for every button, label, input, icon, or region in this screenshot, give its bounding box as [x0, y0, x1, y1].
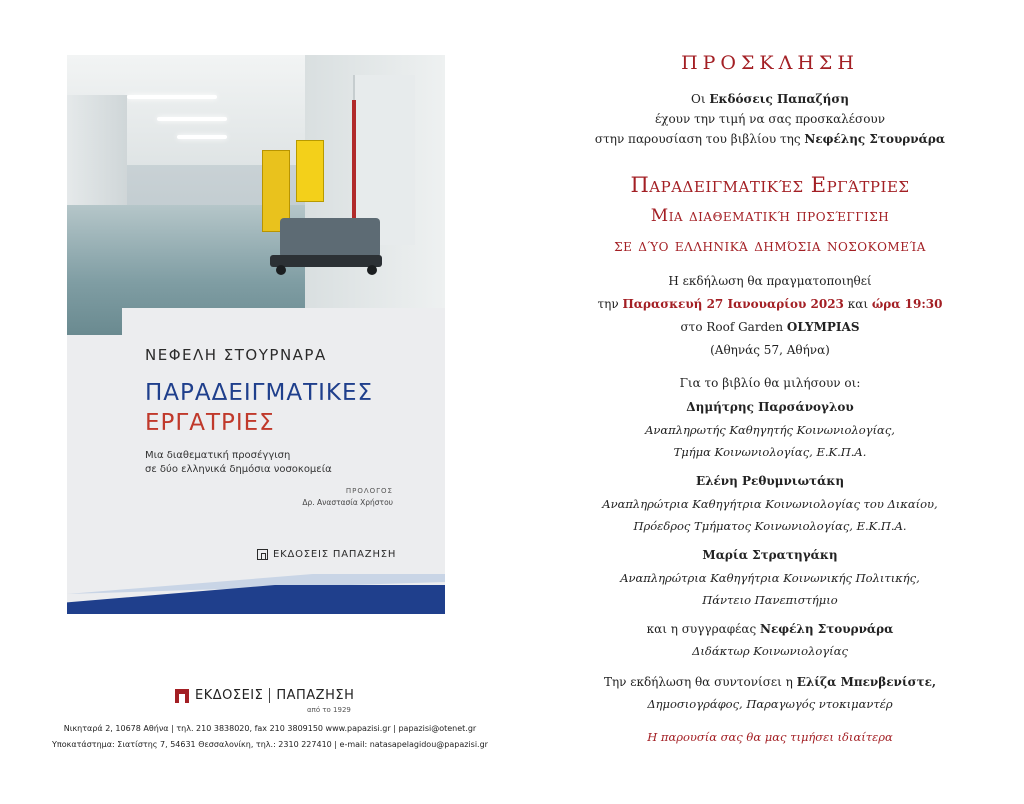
book-subtitle-line2: σε δύο ελληνικά δημόσια νοσοκομεία [614, 236, 926, 256]
cover-publisher-name: ΕΚΔΟΣΕΙΣ ΠΑΠΑΖΗΣΗ [273, 549, 397, 560]
ceiling-light [127, 95, 217, 99]
cover-author: ΝΕΦΕΛΗ ΣΤΟΥΡΝΑΡΑ [145, 346, 327, 364]
event-venue: OLYMPIAS [786, 320, 860, 334]
publisher-name: Εκδόσεις Παπαζήση [709, 92, 849, 106]
event-line1: Η εκδήλωση θα πραγματοποιηθεί [668, 274, 872, 288]
cover-title-line1: ΠΑΡΑΔΕΙΓΜΑΤΙΚΕΣ [145, 380, 374, 406]
cart-wheel [367, 265, 377, 275]
speaker2-name: Ελένη Ρεθυμνιωτάκη [695, 474, 845, 488]
event-time: ώρα 19:30 [871, 297, 943, 311]
speaker3-name: Μαρία Στρατηγάκη [702, 548, 838, 562]
cart-base [270, 255, 382, 267]
publisher-logo-icon [257, 549, 268, 560]
invitation-heading: ΠΡΟΣΚΛΗΣΗ [681, 52, 859, 74]
event-date: Παρασκευή 27 Ιανουαρίου 2023 [622, 297, 844, 311]
speaker1-role2: Τμήμα Κοινωνιολογίας, Ε.Κ.Π.Α. [673, 445, 867, 459]
intro-text: Οι [691, 92, 710, 106]
book-title: Παραδειγματικές Εργάτριες [630, 173, 910, 197]
moderator-name: Ελίζα Μπενβενίστε, [796, 675, 937, 689]
cover-title-line2: ΕΡΓΑΤΡΙΕΣ [145, 410, 275, 436]
moderator-line [540, 675, 1000, 689]
speaker3-role1: Αναπληρώτρια Καθηγήτρια Κοινωνικής Πολιτικής, [620, 571, 920, 585]
cover-prologue-name: Δρ. Αναστασία Χρήστου [302, 498, 393, 507]
cover-subtitle-line2: σε δύο ελληνικά δημόσια νοσοκομεία [145, 464, 332, 475]
intro-line1 [540, 92, 1000, 106]
cart-wheel [276, 265, 286, 275]
cart-handle [352, 100, 356, 220]
publisher-address-branch: Υποκατάστημα: Σιατίστης 7, 54631 Θεσσαλονίκη, τηλ.: 2310 227410 | e-mail: natasapelagidou@papazisi.gr [52, 740, 488, 749]
author-name: Νεφέλη Στουρνάρα [759, 622, 894, 636]
speaker1-name: Δημήτρης Παρσάνογλου [686, 400, 854, 414]
intro-line3 [540, 132, 1000, 146]
book-subtitle-line1: Μια διαθεματική προσέγγιση [650, 206, 890, 226]
publisher-logo [175, 688, 354, 703]
moderator-role: Δημοσιογράφος, Παραγωγός ντοκιμαντέρ [647, 697, 893, 711]
cover-subtitle-line1: Μια διαθεματική προσέγγιση [145, 450, 291, 461]
speakers-intro: Για το βιβλίο θα μιλήσουν οι: [679, 376, 861, 390]
ceiling-light [157, 117, 227, 121]
intro-line2: έχουν την τιμή να σας προσκαλέσουν [654, 112, 886, 126]
publisher-logo-icon [175, 689, 189, 703]
cover-prologue-label: ΠΡΟΛΟΓΟΣ [345, 487, 393, 495]
speaker2-role1: Αναπληρώτρια Καθηγήτρια Κοινωνιολογίας του Δικαίου, [602, 497, 938, 511]
event-text: και [843, 297, 872, 311]
publisher-logo-text: ΕΚΔΟΣΕΙΣ [195, 688, 264, 703]
speaker1-role1: Αναπληρωτής Καθηγητής Κοινωνιολογίας, [645, 423, 895, 437]
event-line2 [540, 297, 1000, 311]
author-line [540, 622, 1000, 636]
closing-line: Η παρουσία σας θα μας τιμήσει ιδιαίτερα [647, 730, 893, 744]
logo-divider [269, 688, 270, 703]
speaker3-role2: Πάντειο Πανεπιστήμιο [702, 593, 838, 607]
speaker2-role2: Πρόεδρος Τμήματος Κοινωνιολογίας, Ε.Κ.Π.Α. [633, 519, 907, 533]
cover-photo-hospital-corridor [67, 55, 445, 335]
moderator-text: Την εκδήλωση θα συντονίσει η [603, 675, 797, 689]
wet-floor-sign [296, 140, 324, 202]
event-address: (Αθηνάς 57, Αθήνα) [710, 343, 830, 357]
publisher-address-main: Νικηταρά 2, 10678 Αθήνα | τηλ. 210 3838020, fax 210 3809150 www.papazisi.gr | papazisi@otenet.gr [63, 724, 477, 733]
author-text: και η συγγραφέας [646, 622, 760, 636]
event-line3 [540, 320, 1000, 334]
publisher-logo-text: ΠΑΠΑΖΗΣΗ [276, 688, 355, 703]
book-cover [67, 55, 445, 614]
author-role: Διδάκτωρ Κοινωνιολογίας [692, 644, 848, 658]
intro-text: στην παρουσίαση του βιβλίου της [594, 132, 805, 146]
cleaning-cart-illustration [262, 140, 382, 275]
event-text: την [597, 297, 623, 311]
publisher-since: από το 1929 [307, 706, 351, 714]
cover-publisher [257, 549, 396, 560]
cart-grey-tub [280, 218, 380, 258]
author-name: Νεφέλης Στουρνάρα [804, 132, 946, 146]
event-text: στο Roof Garden [680, 320, 787, 334]
ceiling-light [177, 135, 227, 139]
